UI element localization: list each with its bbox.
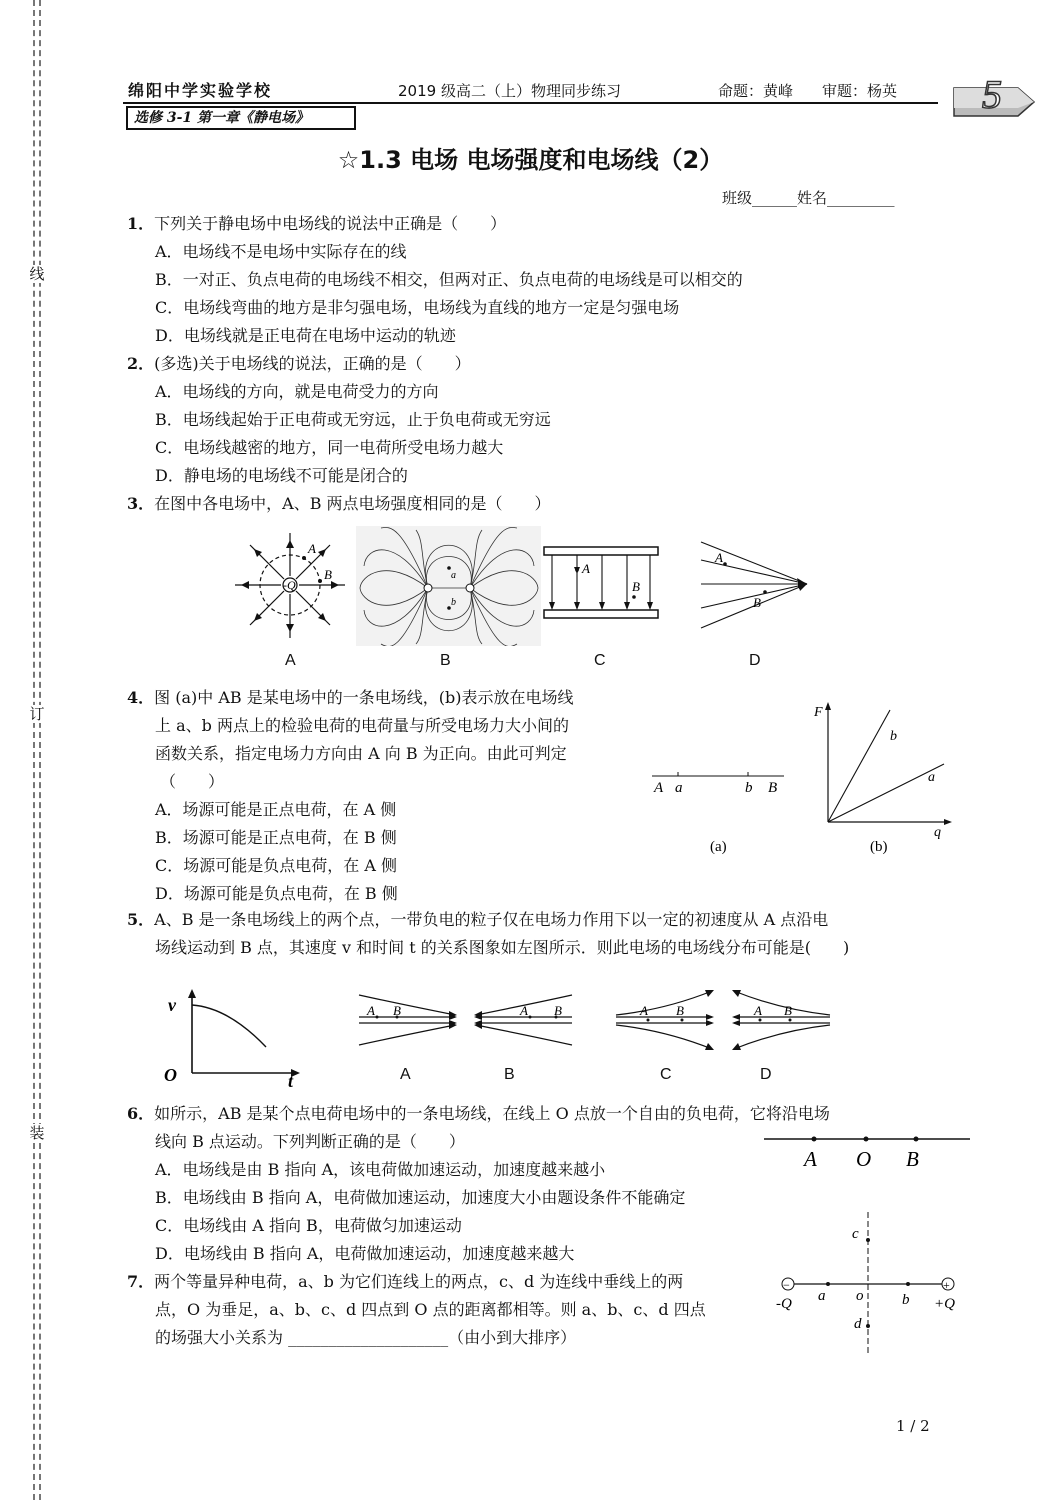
svg-text:B: B: [554, 1003, 562, 1018]
q2-option-d: D．静电场的电场线不可能是闭合的: [155, 466, 408, 485]
fig-b-x-axis: q: [934, 825, 941, 840]
svg-text:B: B: [393, 1003, 401, 1018]
point-b-label: B: [632, 579, 640, 594]
page-number: 1 / 2: [896, 1417, 930, 1435]
point-a-label: A: [308, 541, 316, 556]
v-axis-label: v: [168, 995, 176, 1015]
question-6: [127, 1100, 830, 1128]
point-a-label: A: [715, 550, 723, 565]
svg-text:B: B: [676, 1003, 684, 1018]
author: 命题：黄峰: [718, 82, 794, 100]
margin-label-seal: 装: [24, 1124, 50, 1142]
label-A: A: [804, 1147, 817, 1171]
fig-b-line-b: b: [890, 729, 897, 744]
question-stem-line-2: 场线运动到 B 点，其速度 v 和时间 t 的关系图象如左图所示．则此电场的电场线分布可能是( ): [155, 938, 850, 957]
question-number: 6．: [127, 1104, 155, 1123]
question-number: 3．: [127, 494, 155, 513]
q2-option-a: A．电场线的方向，就是电荷受力的方向: [155, 382, 439, 401]
q1-option-a: A．电场线不是电场中实际存在的线: [155, 242, 407, 261]
question-stem: 下列关于静电场中电场线的说法中正确是（ ）: [154, 214, 507, 233]
question-stem-line-3: 函数关系，指定电场力方向由 A 向 B 为正向。由此可判定: [155, 744, 567, 763]
point-b-label: B: [753, 595, 761, 610]
class-name-field[interactable]: 班级______姓名_________: [722, 189, 895, 207]
neg-sign: −: [783, 1278, 790, 1292]
q3-figure-a: [230, 528, 350, 643]
question-stem-line-1: A、B 是一条电场线上的两个点，一带负电的粒子仅在电场力作用下以一定的初速度从 A 点沿电: [154, 910, 829, 929]
origin-label: O: [164, 1065, 177, 1085]
q5-figure-c: [612, 985, 717, 1055]
q3-caption-a: A: [285, 652, 296, 669]
q5-figure-d: [730, 985, 835, 1055]
point-o-label: o: [856, 1288, 864, 1304]
q1-option-c: C．电场线弯曲的地方是非匀强电场，电场线为直线的地方一定是匀强电场: [155, 298, 680, 317]
question-number: 5．: [127, 910, 155, 929]
point-d-label: d: [854, 1316, 862, 1332]
lesson-badge: [952, 70, 1036, 120]
q4-option-c: C．场源可能是负点电荷，在 A 侧: [155, 856, 397, 875]
q3-figure-d: [697, 538, 812, 633]
fig-a-label-A: A: [654, 780, 664, 796]
label-O: O: [856, 1147, 872, 1171]
fig-a-label-a: a: [675, 780, 683, 796]
q5-figure-b: [472, 985, 577, 1055]
q5-caption-a: A: [400, 1066, 411, 1083]
q6-option-a: A．电场线是由 B 指向 A，该电荷做加速运动，加速度越来越小: [155, 1160, 606, 1179]
fig-b-y-axis: F: [814, 705, 823, 720]
fig-b-line-a: a: [928, 770, 935, 785]
q2-option-b: B．电场线起始于正电荷或无穷远，止于负电荷或无穷远: [155, 410, 551, 429]
t-axis-label: t: [288, 1071, 294, 1090]
charge-label: -Q: [283, 578, 296, 592]
q1-option-b: B．一对正、负点电荷的电场线不相交，但两对正、负点电荷的电场线是可以相交的: [155, 270, 743, 289]
binding-margin-line: [33, 0, 41, 1500]
q3-caption-b: B: [440, 652, 451, 669]
q6-option-c: C．电场线由 A 指向 B，电荷做匀加速运动: [155, 1216, 462, 1235]
point-b-label: B: [324, 567, 332, 582]
q1-option-d: D．电场线就是正电荷在电场中运动的轨迹: [155, 326, 456, 345]
question-stem-line-1: 如所示，AB 是某个点电荷电场中的一条电场线，在线上 O 点放一个自由的负电荷，它将沿电场: [154, 1104, 830, 1123]
q4-figures: [648, 696, 958, 866]
question-stem-line-1: 两个等量异种电荷，a、b 为它们连线上的两点，c、d 为连线中垂线上的两: [154, 1272, 684, 1291]
svg-text:A: A: [640, 1003, 648, 1018]
badge-number: 5: [982, 72, 1002, 117]
point-b-label: b: [451, 597, 456, 608]
question-stem-line-1: 图 (a)中 AB 是某电场中的一条电场线，(b)表示放在电场线: [154, 688, 574, 707]
q3-caption-d: D: [749, 652, 761, 669]
svg-text:B: B: [784, 1003, 792, 1018]
question-number: 7．: [127, 1272, 155, 1291]
q4-option-d: D．场源可能是负点电荷，在 B 侧: [155, 884, 398, 903]
fig-a-label-B: B: [768, 780, 778, 796]
margin-label-line: 线: [24, 265, 50, 283]
question-1: [127, 210, 506, 238]
question-number: 2．: [127, 354, 155, 373]
svg-text:A: A: [520, 1003, 528, 1018]
page-title: ☆1.3 电场 电场强度和电场线（2）: [337, 146, 724, 174]
margin-label-bind: 订: [24, 705, 50, 723]
q5-caption-d: D: [760, 1066, 772, 1083]
fig-a-label-b: b: [745, 780, 753, 796]
svg-text:A: A: [754, 1003, 762, 1018]
q3-figure-c: [542, 544, 662, 619]
q3-caption-c: C: [594, 652, 606, 669]
neg-charge-label: -Q: [776, 1296, 792, 1312]
question-stem-line-2: 线向 B 点运动。下列判断正确的是（ ）: [155, 1132, 465, 1151]
point-c-label: c: [852, 1226, 859, 1242]
q5-caption-b: B: [504, 1066, 515, 1083]
point-b-label: b: [902, 1292, 910, 1308]
question-4: [127, 684, 573, 712]
q5-vt-graph: [160, 985, 305, 1090]
pos-charge-label: +Q: [934, 1296, 955, 1312]
fig-a-caption: (a): [710, 839, 727, 855]
question-5: [127, 906, 828, 934]
point-a-label: a: [451, 570, 456, 581]
q7-figure: [772, 1208, 962, 1358]
question-stem-line-3[interactable]: 的场强大小关系为 ____________________（由小到大排序）: [155, 1328, 577, 1347]
q6-option-d: D．电场线由 B 指向 A，电荷做加速运动，加速度越来越大: [155, 1244, 575, 1263]
q2-option-c: C．电场线越密的地方，同一电荷所受电场力越大: [155, 438, 504, 457]
q5-caption-c: C: [660, 1066, 672, 1083]
q4-option-b: B．场源可能是正点电荷，在 B 侧: [155, 828, 397, 847]
question-stem-line-4: （ ）: [160, 772, 225, 791]
svg-text:A: A: [367, 1003, 375, 1018]
question-stem-line-2: 点，O 为垂足，a、b、c、d 四点到 O 点的距离都相等。则 a、b、c、d 四点: [155, 1300, 706, 1319]
q5-figure-a: [355, 985, 460, 1055]
q6-figure: [762, 1128, 972, 1173]
pos-sign: +: [943, 1278, 950, 1292]
question-stem: 在图中各电场中，A、B 两点电场强度相同的是（ ）: [154, 494, 551, 513]
fig-b-caption: (b): [870, 839, 888, 855]
course-title: 2019 级高二（上）物理同步练习: [398, 82, 621, 100]
point-a-label: a: [818, 1288, 826, 1304]
q4-option-a: A．场源可能是正点电荷，在 A 侧: [155, 800, 397, 819]
reviewer: 审题：杨英: [822, 82, 898, 100]
header-rule: [123, 102, 938, 104]
question-2: [127, 350, 471, 378]
point-a-label: A: [582, 561, 590, 576]
q3-figure-b: [356, 526, 541, 646]
question-stem-line-2: 上 a、b 两点上的检验电荷的电荷量与所受电场力大小间的: [155, 716, 569, 735]
q6-option-b: B．电场线由 B 指向 A，电荷做加速运动，加速度大小由题设条件不能确定: [155, 1188, 686, 1207]
question-number: 1．: [127, 214, 155, 233]
question-3: [127, 490, 551, 518]
chapter-box: 选修 3-1 第一章《静电场》: [126, 106, 356, 130]
question-7: [127, 1268, 683, 1296]
question-stem: (多选)关于电场线的说法，正确的是（ ）: [154, 354, 471, 373]
label-B: B: [906, 1147, 919, 1171]
school-name: 绵阳中学实验学校: [128, 81, 273, 100]
question-number: 4．: [127, 688, 155, 707]
